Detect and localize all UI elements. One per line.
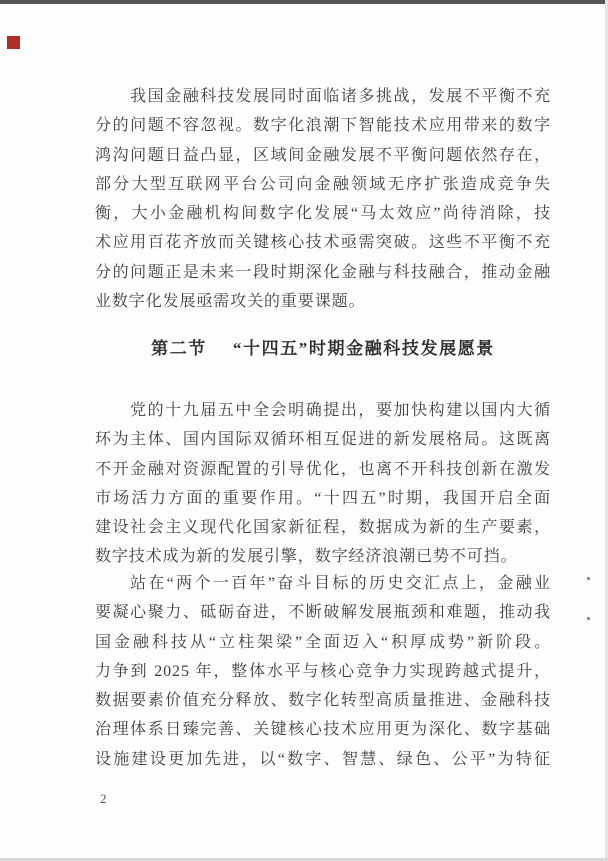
text-line: 党的十九届五中全会明确提出，要加快构建以国内大循 — [130, 402, 551, 419]
text-line: 部分大型互联网平台公司向金融领域无序扩张造成竞争失 — [95, 175, 551, 193]
text-line: 设施建设更加先进，以“数字、智慧、绿色、公平”为特征 — [95, 750, 551, 768]
text-line: 衡，大小金融机构间数字化发展“马太效应”尚待消除，技 — [95, 205, 551, 223]
scan-speck — [587, 617, 590, 620]
text-line: 不开金融对资源配置的引导优化，也离不开科技创新在激发 — [95, 460, 551, 478]
text-line: 分的问题不容忽视。数字化浪潮下智能技术应用带来的数字 — [95, 117, 551, 135]
scan-speck — [587, 577, 590, 580]
text-line: 我国金融科技发展同时面临诸多挑战，发展不平衡不充 — [130, 88, 551, 105]
paragraph-2 — [95, 396, 551, 572]
paragraph-3 — [95, 569, 551, 774]
text-line: 国金融科技从“立柱架梁”全面迈入“积厚成势”新阶段。 — [95, 633, 551, 651]
text-line: 市场活力方面的重要作用。“十四五”时期，我国开启全面 — [95, 489, 551, 507]
section-heading — [95, 336, 551, 362]
text-line: 环为主体、国内国际双循环相互促进的新发展格局。这既离 — [95, 431, 551, 449]
paragraph-1 — [95, 82, 551, 316]
page-number: 2 — [100, 791, 107, 806]
text-line: 数字技术成为新的发展引擎，数字经济浪潮已势不可挡。 — [95, 548, 518, 566]
text-line: 要凝心聚力、砥砺奋进，不断破解发展瓶颈和难题，推动我 — [95, 604, 551, 622]
text-line: 鸿沟问题日益凸显，区域间金融发展不平衡问题依然存在， — [95, 146, 551, 164]
text-line: 数据要素价值充分释放、数字化转型高质量推进、金融科技 — [95, 692, 551, 710]
section-label: 第二节 — [151, 339, 207, 358]
text-line: 术应用百花齐放而关键核心技术亟需突破。这些不平衡不充 — [95, 234, 551, 252]
red-marker-square — [7, 36, 20, 49]
text-line: 站在“两个一百年”奋斗目标的历史交汇点上，金融业 — [130, 575, 551, 592]
window-top-bar — [0, 0, 608, 4]
text-line: 治理体系日臻完善、关键核心技术应用更为深化、数字基础 — [95, 721, 551, 739]
text-line: 建设社会主义现代化国家新征程，数据成为新的生产要素， — [95, 519, 551, 537]
text-line: 业数字化发展亟需攻关的重要课题。 — [95, 293, 366, 311]
text-line: 分的问题正是未来一段时期深化金融与科技融合，推动金融 — [95, 263, 551, 281]
section-title: “十四五”时期金融科技发展愿景 — [232, 339, 495, 358]
text-line: 力争到 2025 年，整体水平与核心竞争力实现跨越式提升， — [95, 662, 551, 680]
